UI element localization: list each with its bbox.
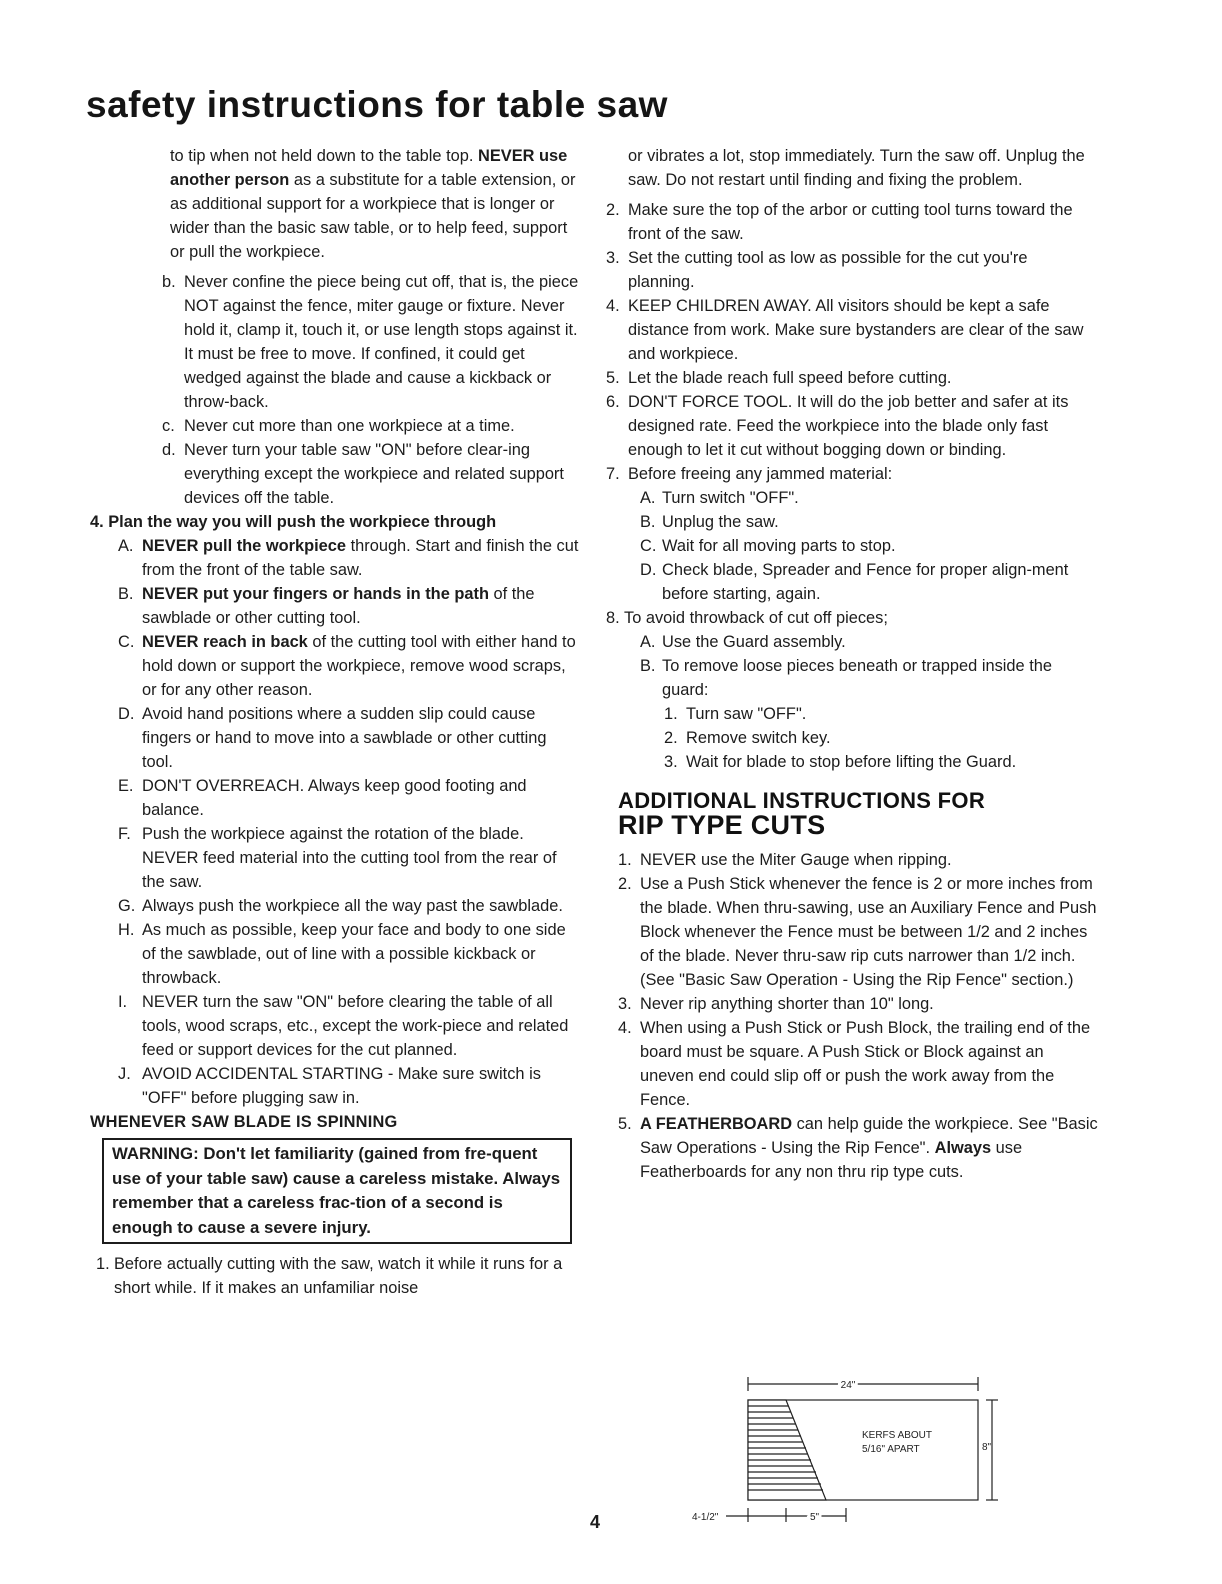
whenever-heading: WHENEVER SAW BLADE IS SPINNING	[90, 1113, 398, 1131]
list-item: C. Wait for all moving parts to stop.	[640, 537, 896, 555]
list-item: C. NEVER reach in back of the cutting tool with either hand to hold down or support the workpiece, remove wood scraps, or for any other reason.	[118, 633, 576, 699]
never-bold-text: NEVER use another person	[170, 147, 568, 189]
list-item: 1. Turn saw "OFF".	[664, 705, 807, 723]
kerf-label-line1: KERFS ABOUT	[862, 1430, 933, 1441]
featherboard-diagram	[686, 1370, 1016, 1530]
list-item: F. Push the workpiece against the rotation of the blade. NEVER feed material into the cutting tool from the rear of the saw.	[118, 825, 557, 891]
continued-paragraph-right: or vibrates a lot, stop immediately. Turn the saw off. Unplug the saw. Do not restart until finding and fixing the problem.	[628, 147, 1085, 189]
list-b-d	[90, 270, 580, 510]
list-7-sub	[604, 486, 1098, 606]
list-item: 2. Use a Push Stick whenever the fence is 2 or more inches from the blade. When thru-sawing, use an Auxiliary Fence and Push Block whenever the Fence must be between 1/2 and 2 inches of the blade. Never thru-saw rip cuts narrower than 1/2 inch. (See "Basic Saw Operation - Using the Rip Fence" section.)	[618, 875, 1097, 989]
offset-label: 4-1/2"	[692, 1512, 719, 1523]
list-8-sub	[604, 630, 1098, 702]
continued-paragraph: to tip when not held down to the table top. NEVER use another person as a substitute for a table extension, or as additional support for a workpiece that is longer or wider than the basic saw table, or to help feed, support or pull the workpiece.	[170, 147, 576, 261]
list-2-7	[604, 198, 1098, 486]
list-rip	[604, 848, 1098, 1112]
list-item: 2. Make sure the top of the arbor or cutting tool turns toward the front of the saw.	[606, 201, 1073, 243]
list-item: D. Avoid hand positions where a sudden slip could cause fingers or hand to move into a sawblade or other cutting tool.	[118, 705, 547, 771]
list-a-j	[90, 534, 580, 1110]
list-item: B. Unplug the saw.	[640, 513, 779, 531]
list-item: E. DON'T OVERREACH. Always keep good footing and balance.	[118, 777, 527, 819]
list-item: d. Never turn your table saw "ON" before clear-ing everything except the workpiece and related support devices off the table.	[162, 441, 564, 507]
rip-item-5: 5. A FEATHERBOARD can help guide the workpiece. See "Basic Saw Operations - Using the Rip Fence". Always use Featherboards for any non thru rip type cuts.	[618, 1115, 1098, 1181]
list-item: J. AVOID ACCIDENTAL STARTING - Make sure switch is "OFF" before plugging saw in.	[118, 1065, 541, 1107]
list-item: B. To remove loose pieces beneath or trapped inside the guard:	[640, 657, 1052, 699]
width-label: 24"	[840, 1380, 856, 1391]
item-8: 8. To avoid throwback of cut off pieces;	[606, 609, 888, 627]
list-8b-sub	[604, 702, 1098, 774]
kerfs	[748, 1400, 826, 1500]
list-item: 3. Wait for blade to stop before lifting the Guard.	[664, 753, 1017, 771]
list-item: A. Use the Guard assembly.	[640, 633, 846, 651]
page-number: 4	[590, 1512, 601, 1532]
warning-box: WARNING: Don't let familiarity (gained from fre-quent use of your table saw) cause a careless mistake. Always remember that a careless frac-tion of a second is enough to cause a severe injury.	[102, 1138, 572, 1244]
list-item: 2. Remove switch key.	[664, 729, 831, 747]
list-item: I. NEVER turn the saw "ON" before clearing the table of all tools, wood scraps, etc., except the work-piece and related feed or support devices for the cut planned.	[118, 993, 569, 1059]
rip-cuts-heading: ADDITIONAL INSTRUCTIONS FOR RIP TYPE CUTS	[618, 788, 986, 840]
list-item: 4. KEEP CHILDREN AWAY. All visitors should be kept a safe distance from work. Make sure bystanders are clear of the saw and workpiece.	[606, 297, 1084, 363]
list-item: c. Never cut more than one workpiece at a time.	[162, 417, 515, 435]
right-column	[604, 144, 1098, 1184]
slot-label: 5"	[810, 1512, 820, 1523]
kerf-label-line2: 5/16" APART	[862, 1444, 920, 1455]
list-item: A. Turn switch "OFF".	[640, 489, 799, 507]
list-item: B. NEVER put your fingers or hands in the path of the sawblade or other cutting tool.	[118, 585, 535, 627]
list-item: 5. Let the blade reach full speed before cutting.	[606, 369, 952, 387]
list-item: D. Check blade, Spreader and Fence for proper align-ment before starting, again.	[640, 561, 1069, 603]
list-item: H. As much as possible, keep your face and body to one side of the sawblade, out of line with a possible kickback or throwback.	[118, 921, 566, 987]
list-item: 4. When using a Push Stick or Push Block, the trailing end of the board must be square. A Push Stick or Block against an uneven end could slip off or push the work away from the Fence.	[618, 1019, 1091, 1109]
list-item: b. Never confine the piece being cut off, that is, the piece NOT against the fence, miter gauge or fixture. Never hold it, clamp it, touch it, or use length stops against it. It must be free to move. If confined, it could get wedged against the blade and cause a kickback or throw-back.	[162, 273, 579, 411]
list-item: 3. Never rip anything shorter than 10" long.	[618, 995, 934, 1013]
height-label: 8"	[982, 1442, 992, 1453]
list-item: 3. Set the cutting tool as low as possible for the cut you're planning.	[606, 249, 1028, 291]
list-item: 7. Before freeing any jammed material:	[606, 465, 893, 483]
page-title: safety instructions for table saw	[86, 84, 668, 125]
list-item: G. Always push the workpiece all the way past the sawblade.	[118, 897, 563, 915]
section-4-heading: 4. Plan the way you will push the workpiece through	[90, 513, 497, 531]
left-column	[90, 144, 580, 1300]
item-1-before-cutting: 1. Before actually cutting with the saw, watch it while it runs for a short while. If it makes an unfamiliar noise	[96, 1255, 563, 1297]
list-item: 1. NEVER use the Miter Gauge when ripping.	[618, 851, 952, 869]
list-item: 6. DON'T FORCE TOOL. It will do the job better and safer at its designed rate. Feed the workpiece into the blade only fast enough to let it cut without bogging down or binding.	[606, 393, 1069, 459]
list-item: A. NEVER pull the workpiece through. Start and finish the cut from the front of the table saw.	[118, 537, 579, 579]
